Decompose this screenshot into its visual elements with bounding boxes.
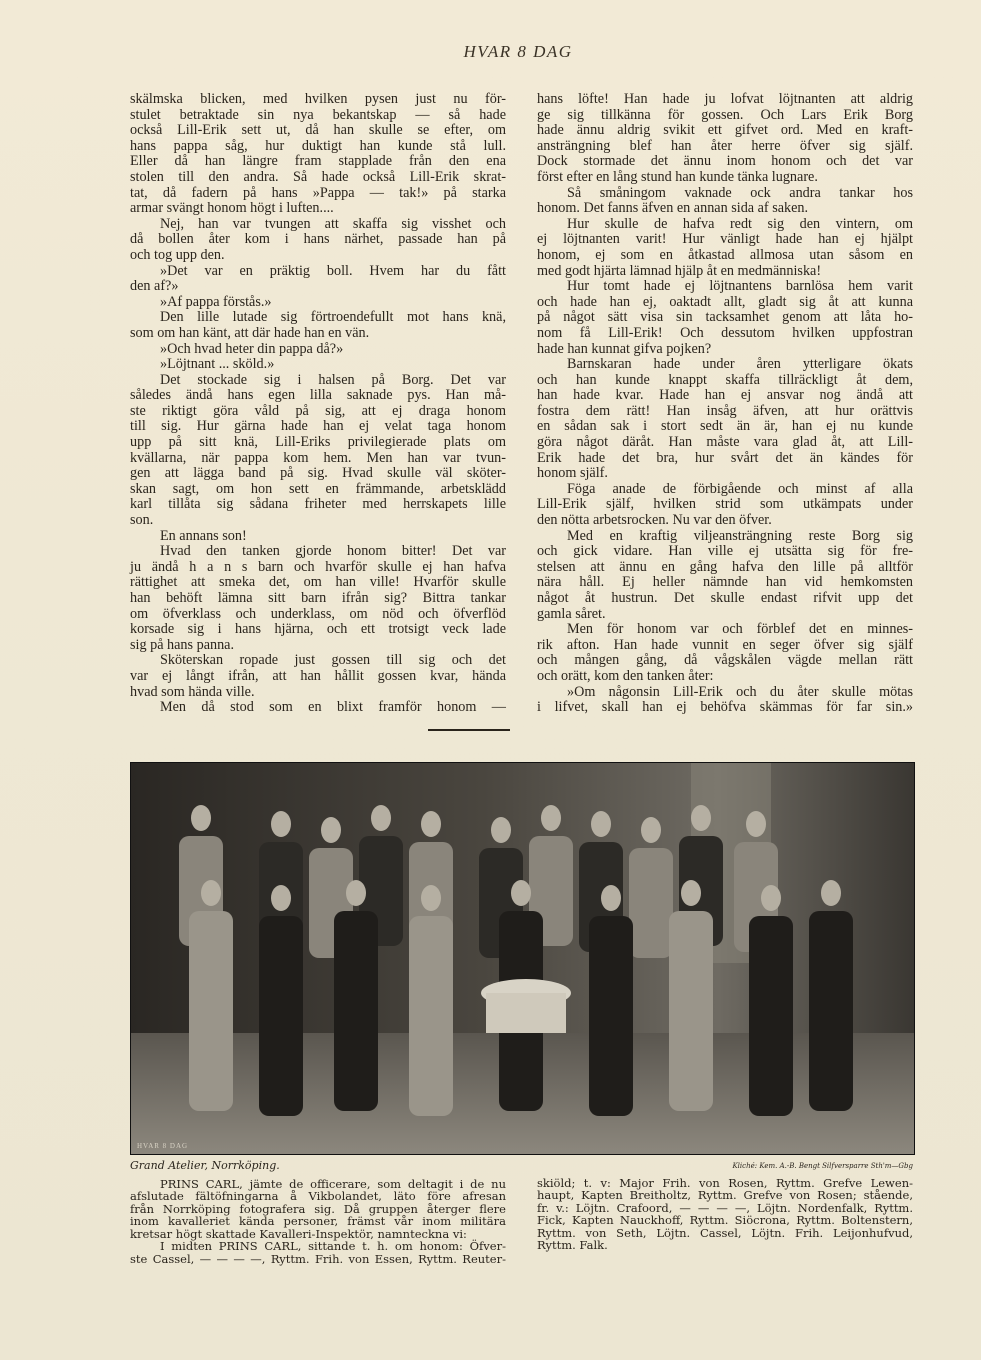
- text-line: honom själf.: [537, 465, 608, 482]
- text-line: Barnskaran hade under åren ytterligare ökats: [567, 356, 913, 373]
- text-line: armar svängt honom högt i luften....: [130, 200, 334, 217]
- text-line: honom, ej som en åtkastad allmosa utan såsom en: [537, 246, 913, 263]
- text-line: rik afton. Han hade vunnit en seger öfver sig själf: [537, 636, 913, 653]
- text-line: då bollen åter kom i hans närhet, passade han på: [130, 231, 506, 248]
- text-line: Hur tomt hade ej löjtnantens barnlösa hem varit: [567, 278, 913, 295]
- magazine-header: HVAR 8 DAG: [463, 42, 573, 61]
- text-line: Dock stormade det ännu inom honom och det var: [537, 153, 913, 170]
- photo-caption-left: [130, 1160, 506, 1265]
- article-column-left: [130, 92, 506, 716]
- text-line: son.: [130, 512, 154, 529]
- text-line: Den lille lutade sig förtroendefullt mot hans knä,: [160, 309, 506, 326]
- text-line: Men för honom var och förblef det en minnes-: [567, 621, 913, 638]
- text-line: sig på hans panna.: [130, 636, 235, 653]
- text-line: hade han kunnat gifva pojken?: [537, 340, 712, 357]
- text-line: »Och hvad heter din pappa då?»: [160, 340, 344, 357]
- text-line: »Af pappa förstås.»: [160, 293, 272, 310]
- caption-line: I midten PRINS CARL, sittande t. h. om honom: Öfver-: [160, 1239, 506, 1253]
- text-line: Hvad den tanken gjorde honom bitter! Det var: [160, 543, 506, 560]
- text-line: Hur skulle de hafva redt sig den vintern, om: [567, 215, 913, 232]
- text-line: ansträngning blef han åter herre öfver sig själf.: [537, 137, 913, 154]
- text-line: som om han känt, att där hade han en vän.: [130, 324, 370, 341]
- caption-line: från Norrköping fotografera sig. Då gruppen återger flere: [130, 1201, 506, 1216]
- text-line: ej löjtnanten varit! Hur vänligt hade han ej hjälpt: [537, 231, 913, 248]
- text-line: ju ändå h a n s barn och hvarför skulle ej han hafva: [130, 558, 506, 575]
- text-line: till sig. Hur gärna hade han ej velat taga honom: [130, 418, 506, 435]
- text-line: stulet betraktade sin nya bekantskap — så hade: [130, 106, 506, 123]
- text-line: den af?»: [130, 278, 179, 295]
- text-line: och orätt, kom den tanken åter:: [537, 667, 714, 684]
- text-line: »Löjtnant ... sköld.»: [160, 356, 275, 373]
- text-line: gamla såret.: [537, 605, 606, 622]
- text-line: också Lill-Erik sett ut, då han skulle se efter, om: [130, 122, 506, 139]
- text-line: hans pappa såg, hur duktigt han kunde stå lull.: [130, 137, 506, 154]
- caption-line: inom kavalleriet kända personer, främst vår inom militära: [130, 1214, 506, 1228]
- caption-line: afslutade fältöfningarna å Vikbolandet, läto före afresan: [130, 1189, 506, 1203]
- caption-line: fr. v.: Löjtn. Crafoord, — — — —, Löjtn. Nordenfalk, Ryttm.: [537, 1200, 913, 1215]
- text-line: med godt hjärta lämnad hjälp åt en medmänniska!: [537, 262, 822, 279]
- text-line: tat, då fadern på hans »Pappa — tak!» på starka: [130, 184, 506, 201]
- end-rule: [428, 729, 510, 731]
- cliche-credit: Kliché: Kem. A.-B. Bengt Silfversparre Sth'm—Gbg: [732, 1162, 913, 1170]
- text-line: var ej långt ifrån, att han hållit gossen kvar, hända: [130, 667, 506, 684]
- text-line: och gick vidare. Han ville ej utsätta sig för fre-: [537, 543, 913, 560]
- text-line: således ändå hans egen lilla saknade pys. Han må-: [130, 387, 506, 404]
- text-line: honom. Det fanns äfven en annan sida af saken.: [537, 200, 809, 217]
- text-line: och han kunde knappt skaffa tillräckligt åt dem,: [537, 371, 913, 388]
- text-line: skan sagt, om hon sett en främmande, arbetsklädd: [130, 480, 506, 497]
- text-line: om öfverklass och underklass, om nöd och öfverflöd: [130, 605, 506, 622]
- text-line: korsade sig i hans hjärna, och ett trotsigt veck lade: [130, 621, 506, 638]
- text-line: upp på sitt knä, Lill-Eriks privilegierade plats om: [130, 434, 506, 451]
- text-line: nom få Lill-Erik! Och dessutom hvilken uppfostran: [537, 324, 913, 341]
- text-line: Så småningom vaknade ock andra tankar hos: [567, 184, 913, 201]
- text-line: gen att lägga band på sig. Hvad skulle väl sköter-: [130, 465, 506, 482]
- text-line: »Om någonsin Lill-Erik och du åter skulle mötas: [567, 683, 913, 700]
- text-line: hans löfte! Han hade ju lofvat löjtnanten att aldrig: [537, 91, 913, 107]
- text-line: En annans son!: [160, 527, 247, 544]
- text-line: hvad som hända ville.: [130, 683, 255, 700]
- text-line: Men då stod som en blixt framför honom —: [160, 699, 506, 716]
- article-column-right: [537, 92, 913, 716]
- text-line: han hade kvar. Hade han ej ansvar nog ändå att: [537, 387, 913, 404]
- photo-studio-credit: Grand Atelier, Norrköping.: [130, 1159, 280, 1172]
- caption-line: kretsar högt skattade Kavalleri-Inspektör, namnteckna vi:: [130, 1226, 467, 1241]
- text-line: något åt hustrun. Det skulle endast rifvit upp det: [537, 590, 913, 606]
- text-line: Nej, han var tvungen att skaffa sig visshet och: [160, 215, 506, 232]
- caption-line: PRINS CARL, jämte de officerare, som deltagit i de nu: [160, 1176, 506, 1191]
- text-line: och tog upp den.: [130, 246, 225, 263]
- text-line: han behöft lämna sitt barn ifrån sig? Bittra tankar: [130, 590, 506, 606]
- text-line: göra något däråt. Han måste vara glad åt, att Lill-: [537, 434, 913, 451]
- text-line: skälmska blicken, med hvilken pysen just nu för-: [130, 91, 506, 107]
- text-line: fostra dem rätt! Han insåg äfven, att hur orättvis: [537, 402, 913, 419]
- caption-line: skiöld; t. v: Major Frih. von Rosen, Ryttm. Grefve Lewen-: [537, 1175, 913, 1190]
- caption-line: Ryttm. von Seth, Löjtn. Cassel, Löjtn. Frih. Leijonhufvud,: [537, 1225, 913, 1240]
- text-line: Föga anade de förbigående och minst af alla: [567, 480, 913, 497]
- text-line: Det stockade sig i halsen på Borg. Det var: [160, 371, 506, 388]
- text-line: »Det var en präktig boll. Hvem har du fått: [160, 262, 506, 279]
- text-line: Erik hade det bra, hur svårt det än kändes för: [537, 449, 913, 466]
- text-line: Lill-Erik själf, hvilken strid som utkämpats under: [537, 496, 913, 513]
- caption-line: Ryttm. Falk.: [537, 1238, 608, 1252]
- text-line: först efter en lång stund han kunde tänka lugnare.: [537, 168, 818, 185]
- caption-line: Fick, Kapten Nauckhoff, Ryttm. Siöcrona, Ryttm. Boltenstern,: [537, 1213, 913, 1227]
- text-line: en sådan sak i stort sedt än är, han ej nu kunde: [537, 418, 913, 435]
- text-line: på något sätt visa sin tacksamhet genom att låta ho-: [537, 309, 913, 326]
- group-photograph: [130, 762, 915, 1155]
- text-line: Sköterskan ropade just gossen till sig och det: [160, 652, 506, 669]
- text-line: rättighet att smeka det, om han ville! Hvarför skulle: [130, 574, 506, 591]
- text-line: karl tillåta sig sådana friheter med herrskapets lille: [130, 496, 506, 513]
- photo-caption-right: [537, 1160, 913, 1252]
- text-line: ste riktigt göra våld på sig, att ej draga honom: [130, 402, 506, 419]
- text-line: Eller då han längre fram stapplade från den ena: [130, 153, 506, 170]
- text-line: stolen till den andra. Så hade också Lill-Erik skrat-: [130, 168, 506, 185]
- text-line: Med en kraftig viljeansträngning reste Borg sig: [567, 527, 913, 544]
- text-line: ge sig tillkänna för gossen. Och Lars Erik Borg: [537, 106, 913, 123]
- text-line: kvällarna, när pappa kom hem. Men han var tvun-: [130, 449, 506, 466]
- photo-watermark: HVAR 8 DAG: [137, 1142, 189, 1150]
- text-line: stelsen att ännu en gång hafva den lille på alltför: [537, 558, 913, 575]
- text-line: hade ännu aldrig svikit ett gifvet ord. Med en kraft-: [537, 122, 913, 139]
- text-line: och hade han ej, oaktadt allt, gladt sig åt att kunna: [537, 293, 913, 310]
- text-line: i lifvet, skall han ej behöfva skämmas för far sin.»: [537, 699, 913, 716]
- text-line: nära håll. Ej heller nämnde han vid hemkomsten: [537, 574, 913, 591]
- caption-line: haupt, Kapten Breitholtz, Ryttm. Grefve von Rosen; stående,: [537, 1188, 913, 1202]
- text-line: och mången gång, då vågskålen vägde mellan rätt: [537, 652, 913, 669]
- text-line: den nötta arbetsrocken. Nu var den öfver.: [537, 512, 772, 529]
- caption-line: ste Cassel, — — — —, Ryttm. Frih. von Essen, Ryttm. Reuter-: [130, 1251, 506, 1266]
